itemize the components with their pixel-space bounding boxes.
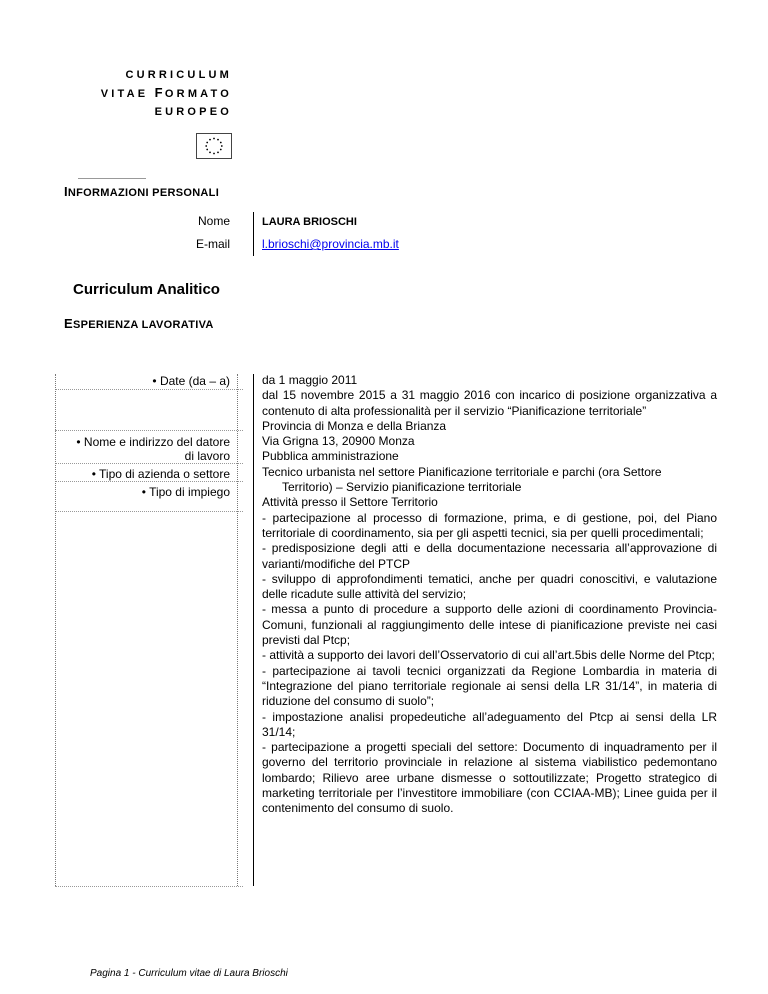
cv-header-f: F <box>154 85 165 100</box>
cv-header-line3: EUROPEO <box>154 106 232 118</box>
experience-title: ESPERIENZA LAVORATIVA <box>64 316 214 331</box>
detail-line: - partecipazione ai tavoli tecnici organizzati da Regione Lombardia in materia di “Integrazione del piano territoriale regionale ai sensi della LR 31/14”, in materia di riduzione del consumo di suolo”; <box>262 663 717 709</box>
detail-line: dal 15 novembre 2015 a 31 maggio 2016 con incarico di posizione organizzativa a contenuto di alta professionalità per il servizio “Pianificazione territoriale” <box>262 388 717 418</box>
detail-line: Pubblica amministrazione <box>262 449 399 464</box>
detail-line: - partecipazione a progetti speciali del settore: Documento di inquadramento per il governo del territorio provinciale in relazione al sistema viabilistico pedemontano lombardo; Rilievo aree urbane dismesse o sottoutilizzate; Progetto strategico di marketing territoriale per l’investitore immobiliare (con CCIAA-MB); Linee guida per il contenimento del consumo di suolo. <box>262 740 717 816</box>
row-rule <box>55 511 243 512</box>
name-value: LAURA BRIOSCHI <box>262 216 357 228</box>
experience-divider <box>253 374 254 886</box>
cv-header-vitae: VITAE <box>100 88 149 100</box>
detail-line: - partecipazione al processo di formazione, prima, e di gestione, poi, del Piano territoriale di coordinamento, sia per gli aspetti tecnici, sia per quelli procedimentali; <box>262 510 717 540</box>
detail-line: - predisposizione degli atti e della documentazione necessaria all’approvazione di varianti/modifiche del PTCP <box>262 541 717 571</box>
detail-line: - attività a supporto dei lavori dell’Osservatorio di cui all’art.5bis delle Norme del Ptcp; <box>262 648 715 663</box>
detail-line: Territorio) – Servizio pianificazione territoriale <box>282 480 522 495</box>
sector-label: • Tipo di azienda o settore <box>91 467 230 481</box>
detail-line: Attività presso il Settore Territorio <box>262 495 438 510</box>
detail-line: - messa a punto di procedure a supporto delle azioni di coordinamento Provincia-Comuni, funzionali al raggiungimento delle intese di pianificazione previste nei casi previsti dal Ptcp; <box>262 602 717 648</box>
detail-line: - impostazione analisi propedeutiche all’adeguamento del Ptcp ai sensi della LR 31/14; <box>262 709 717 739</box>
detail-line: da 1 maggio 2011 <box>262 373 358 387</box>
experience-details <box>262 373 717 817</box>
date-label: • Date (da – a) <box>152 374 230 388</box>
header-rule <box>78 178 146 179</box>
inner-border <box>237 374 238 886</box>
personal-divider <box>253 212 254 256</box>
detail-line: Tecnico urbanista nel settore Pianificazione territoriale e parchi (ora Settore <box>262 464 662 479</box>
row-rule <box>55 481 243 482</box>
detail-line: - sviluppo di approfondimenti tematici, anche per quadri conoscitivi, e valutazione delle ricadute sulle attività del servizio; <box>262 571 717 602</box>
employer-label: • Nome e indirizzo del datore di lavoro <box>76 435 230 463</box>
row-rule <box>55 886 243 887</box>
cv-header-line2 <box>60 84 232 103</box>
detail-line: Via Grigna 13, 20900 Monza <box>262 434 415 449</box>
page-footer: Pagina 1 - Curriculum vitae di Laura Brioschi <box>90 968 288 979</box>
row-rule <box>55 389 243 390</box>
personal-info-title: INFORMAZIONI PERSONALI <box>64 184 220 199</box>
email-label: E-mail <box>195 237 230 251</box>
job-label: • Tipo di impiego <box>141 485 230 499</box>
cv-header-ormato: ORMATO <box>164 88 232 100</box>
email-link[interactable]: l.brioschi@provincia.mb.it <box>262 237 399 251</box>
left-border <box>55 374 56 886</box>
cv-header-line1: CURRICULUM <box>125 69 232 81</box>
cv-header <box>60 66 232 121</box>
row-rule <box>55 430 243 431</box>
detail-line: Provincia di Monza e della Brianza <box>262 418 447 433</box>
row-rule <box>55 463 243 464</box>
eu-flag-icon <box>196 133 232 159</box>
analytic-title: Curriculum Analitico <box>73 281 220 298</box>
name-label: Nome <box>197 214 230 228</box>
